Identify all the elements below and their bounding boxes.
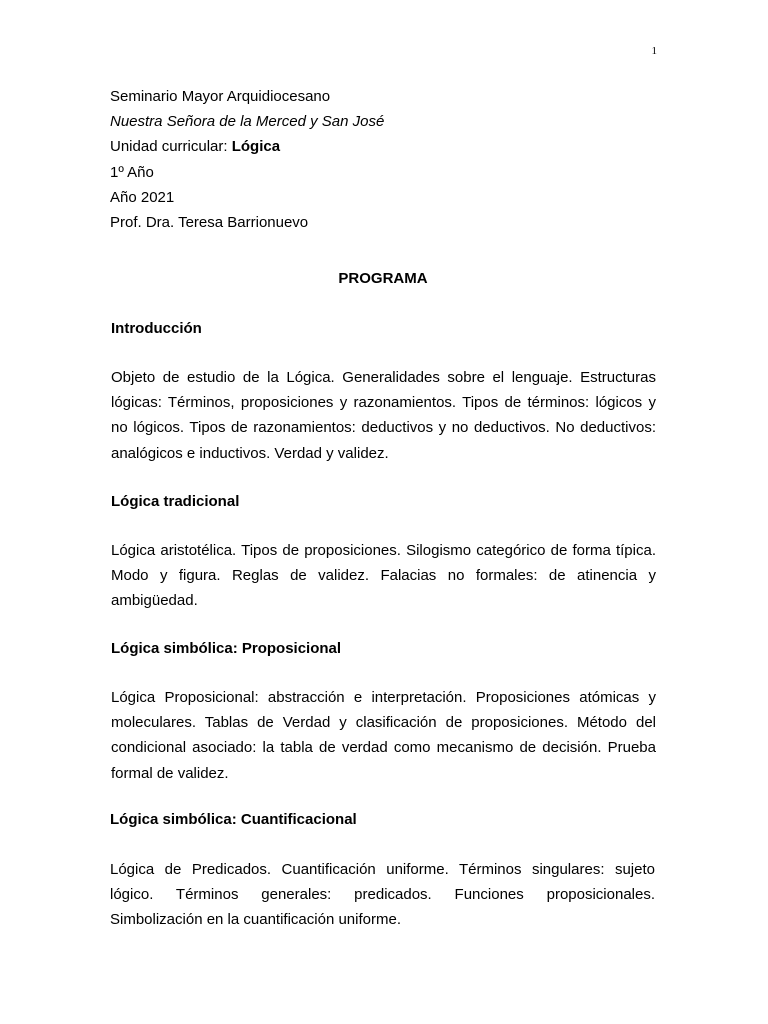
section-heading-logica-cuantificacional: Lógica simbólica: Cuantificacional bbox=[110, 811, 357, 828]
curricular-unit bbox=[110, 134, 656, 159]
curricular-unit-label: Unidad curricular: bbox=[110, 138, 232, 156]
document-header bbox=[110, 84, 656, 235]
curricular-unit-value: Lógica bbox=[231, 138, 281, 156]
section-heading-introduccion: Introducción bbox=[111, 320, 202, 337]
institution-patron: Nuestra Señora de la Merced y San José bbox=[110, 113, 385, 131]
academic-year: Año 2021 bbox=[110, 188, 175, 206]
section-heading-logica-tradicional: Lógica tradicional bbox=[111, 493, 240, 510]
document-title: PROGRAMA bbox=[338, 270, 428, 287]
section-body-introduccion: Objeto de estudio de la Lógica. Generalidades sobre el lenguaje. Estructuras lógicas: Términos, proposiciones y razonamientos. Tipos de términos: lógicos y no lógicos. Tipos de razonamientos: deductivos y no deductivos. No deductivos: analógicos e inductivos. Verdad y validez. bbox=[111, 369, 656, 462]
section-heading-logica-proposicional: Lógica simbólica: Proposicional bbox=[111, 640, 342, 657]
section-body-logica-tradicional: Lógica aristotélica. Tipos de proposiciones. Silogismo categórico de forma típica. Modo y figura. Reglas de validez. Falacias no formales: de atinencia y ambigüedad. bbox=[111, 542, 656, 610]
page-number: 1 bbox=[651, 45, 657, 57]
section-body-logica-cuantificacional: Lógica de Predicados. Cuantificación uniforme. Términos singulares: sujeto lógico. Términos generales: predicados. Funciones proposicionales. Simbolización en la cuantificación uniforme. bbox=[110, 861, 655, 929]
institution-name: Seminario Mayor Arquidiocesano bbox=[110, 88, 331, 105]
professor-name: Prof. Dra. Teresa Barrionuevo bbox=[110, 214, 309, 232]
year-of-study: 1º Año bbox=[110, 163, 154, 181]
section-body-logica-proposicional: Lógica Proposicional: abstracción e interpretación. Proposiciones atómicas y moleculares. Tablas de Verdad y clasificación de proposiciones. Método del condicional asociado: la tabla de verdad como mecanismo de decisión. Prueba formal de validez. bbox=[111, 689, 656, 782]
